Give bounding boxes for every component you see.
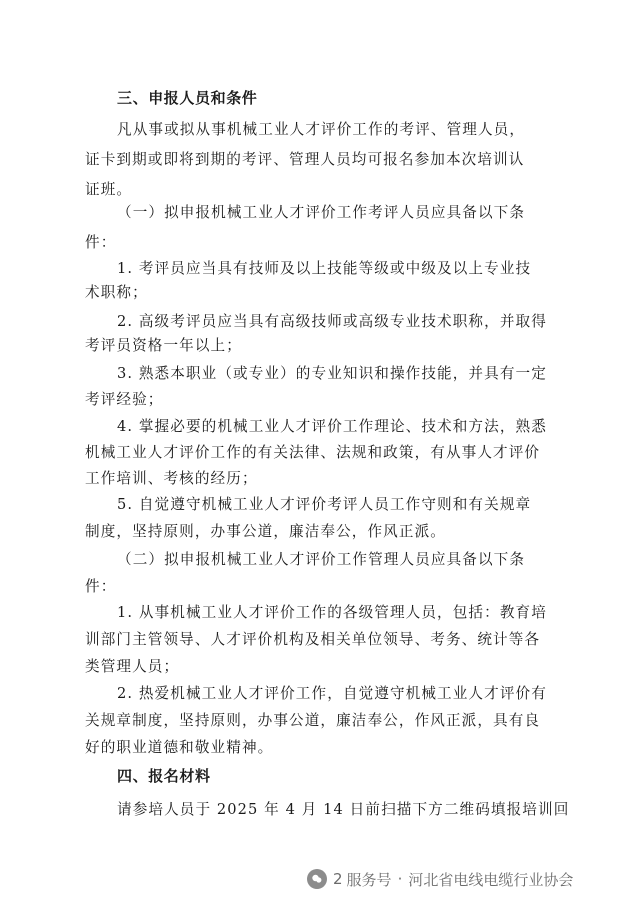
group-2-item-2-cont: 好的职业道德和敬业精神。 bbox=[85, 739, 274, 756]
group-1-item-1: 1. 考评员应当具有技师及以上技能等级或中级及以上专业技 bbox=[117, 260, 532, 277]
wechat-watermark bbox=[307, 866, 573, 892]
group-1-title-cont: 件： bbox=[85, 234, 117, 251]
section-4-heading: 四、报名材料 bbox=[117, 767, 211, 785]
group-1-item-5-cont: 制度，坚持原则，办事公道，廉洁奉公，作风正派。 bbox=[85, 523, 446, 540]
paragraph-line: 请参培人员于 2025 年 4 月 14 日前扫描下方二维码填报培训回 bbox=[117, 801, 570, 818]
page-number: 2 bbox=[333, 870, 343, 888]
watermark-separator: · bbox=[397, 870, 403, 888]
group-1-item-2-cont: 考评员资格一年以上； bbox=[85, 337, 242, 354]
group-1-item-4-cont: 机械工业人才评价工作的有关法律、法规和政策，有从事人才评价 bbox=[85, 444, 541, 461]
watermark-label: 服务号 bbox=[346, 870, 392, 889]
group-2-item-1: 1. 从事机械工业人才评价工作的各级管理人员，包括：教育培 bbox=[117, 604, 547, 621]
paragraph-line: 证卡到期或即将到期的考评、管理人员均可报名参加本次培训认 bbox=[85, 151, 525, 168]
group-2-title-cont: 件： bbox=[85, 578, 117, 595]
paragraph-line: 凡从事或拟从事机械工业人才评价工作的考评、管理人员， bbox=[117, 121, 526, 138]
group-2-item-2: 2. 热爱机械工业人才评价工作，自觉遵守机械工业人才评价有 bbox=[117, 685, 547, 702]
watermark-account-name: 河北省电线电缆行业协会 bbox=[408, 870, 574, 889]
group-1-title: （一）拟申报机械工业人才评价工作考评人员应具备以下条 bbox=[117, 204, 526, 221]
paragraph-line: 证班。 bbox=[85, 181, 133, 198]
group-1-item-1-cont: 术职称； bbox=[85, 284, 148, 301]
group-2-item-1-cont: 类管理人员； bbox=[85, 658, 180, 675]
wechat-logo-icon bbox=[307, 869, 327, 889]
group-1-item-3: 3. 熟悉本职业（或专业）的专业知识和操作技能，并具有一定 bbox=[117, 365, 547, 382]
group-2-item-2-cont: 关规章制度，坚持原则，办事公道，廉洁奉公，作风正派，具有良 bbox=[85, 712, 541, 729]
wechat-glyph-icon bbox=[311, 873, 323, 885]
group-1-item-2: 2. 高级考评员应当具有高级技师或高级专业技术职称，并取得 bbox=[117, 313, 547, 330]
group-1-item-5: 5. 自觉遵守机械工业人才评价考评人员工作守则和有关规章 bbox=[117, 496, 532, 513]
group-2-title: （二）拟申报机械工业人才评价工作管理人员应具备以下条 bbox=[117, 551, 526, 568]
group-1-item-4: 4. 掌握必要的机械工业人才评价工作理论、技术和方法，熟悉 bbox=[117, 418, 547, 435]
group-2-item-1-cont: 训部门主管领导、人才评价机构及相关单位领导、考务、统计等各 bbox=[85, 631, 541, 648]
group-1-item-4-cont: 工作培训、考核的经历； bbox=[85, 470, 258, 487]
group-1-item-3-cont: 考评经验； bbox=[85, 391, 164, 408]
section-3-heading: 三、申报人员和条件 bbox=[117, 89, 258, 107]
